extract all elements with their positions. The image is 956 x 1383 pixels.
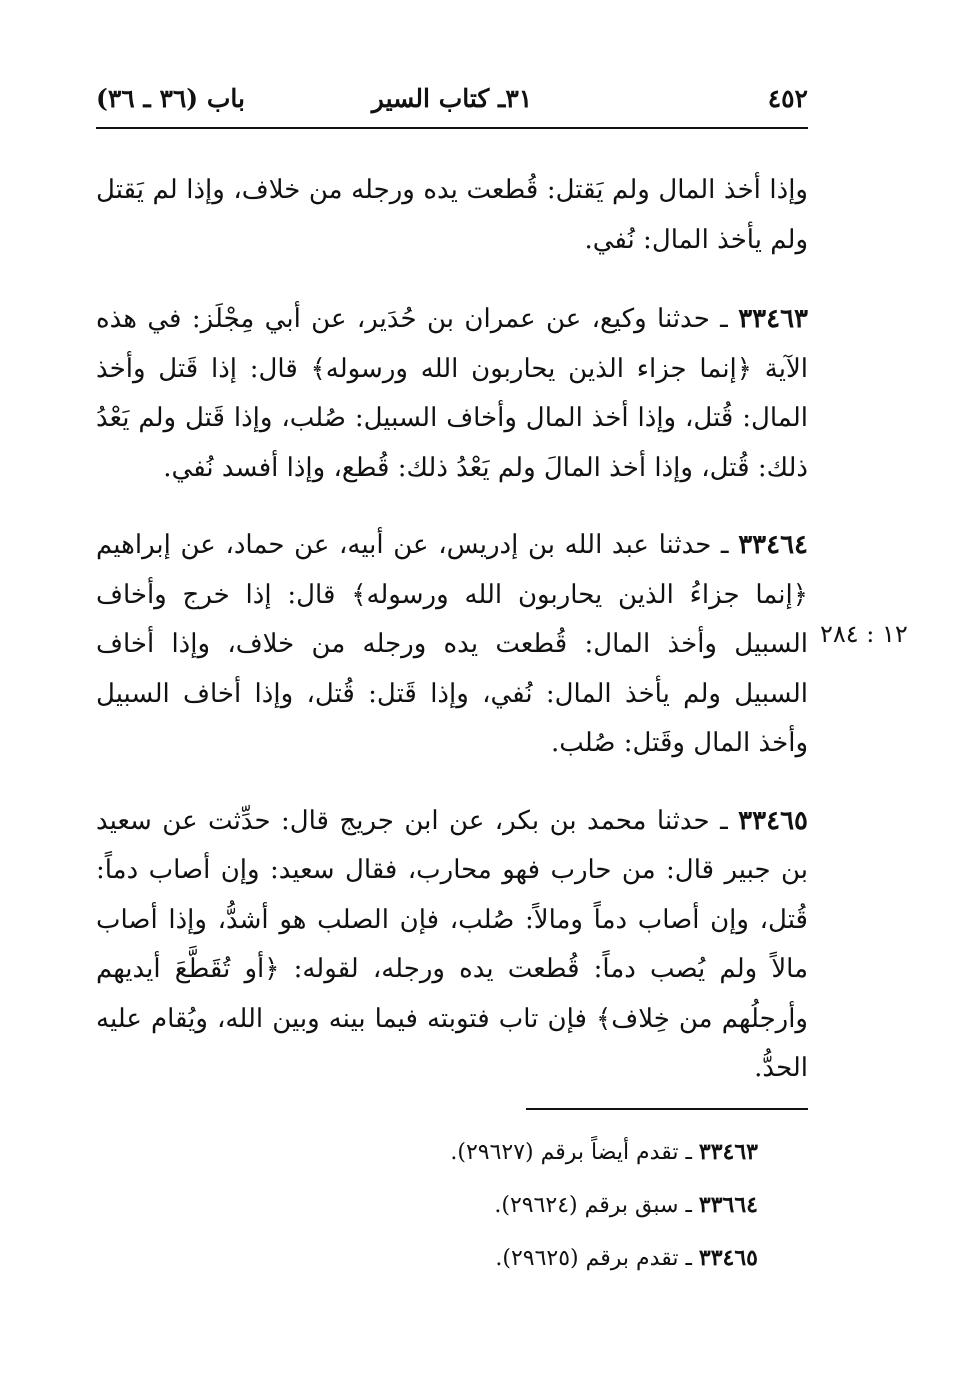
- footnotes: [96, 1126, 758, 1285]
- footnote-text: ـ سبق برقم (٢٩٦٢٤).: [494, 1193, 692, 1218]
- hadith-paragraph: [96, 797, 808, 1094]
- chapter-label: باب (٣٦ ـ ٣٦): [96, 84, 245, 113]
- page-header: [96, 84, 808, 124]
- footnote: [96, 1232, 758, 1285]
- paragraph-text: وإذا أخذ المال ولم يَقتل: قُطعت يده ورجله من خلاف، وإذا لم يَقتل ولم يأخذ المال: نُفي.: [96, 175, 808, 255]
- paragraph-continuation: [96, 166, 808, 265]
- footnote-number: ٣٣٤٦٣: [698, 1139, 758, 1165]
- page-number: ٤٥٢: [767, 84, 808, 113]
- footnote-number: ٣٣٤٦٥: [698, 1245, 758, 1271]
- margin-reference: ١٢ : ٢٨٤: [820, 620, 908, 648]
- hadith-number: ٣٣٤٦٣: [738, 304, 809, 334]
- footnote: [96, 1126, 758, 1179]
- footnote-text: ـ تقدم أيضاً برقم (٢٩٦٢٧).: [450, 1140, 692, 1165]
- footnote-number: ٣٣٦٦٤: [698, 1192, 758, 1218]
- footnote: [96, 1179, 758, 1232]
- paragraph-text: ـ حدثنا عبد الله بن إدريس، عن أبيه، عن حماد، عن إبراهيم ﴿إنما جزاءُ الذين يحاربون الله ورسوله﴾ قال: إذا خرج وأخاف السبيل وأخذ المال: قُطعت يده ورجله من خلاف، وإذا أخاف السبيل ولم يأخذ المال: نُفي، وإذا قَتل: قُتل، وإذا أخاف السبيل وأخذ المال وقَتل: صُلب.: [96, 530, 808, 758]
- paragraph-text: ـ حدثنا محمد بن بكر، عن ابن جريج قال: حدِّثت عن سعيد بن جبير قال: من حارب فهو محارب، فقال سعيد: وإن أصاب دماً: قُتل، وإن أصاب دماً ومالاً: صُلب، فإن الصلب هو أشدُّ، وإذا أصاب مالاً ولم يُصب دماً: قُطعت يده ورجله، لقوله: ﴿أو تُقَطَّعَ أيديهم وأرجلُهم من خِلاف﴾ فإن تاب فتوبته فيما بينه وبين الله، ويُقام عليه الحدُّ.: [96, 805, 808, 1083]
- paragraph-text: ـ حدثنا وكيع، عن عمران بن حُدَير، عن أبي مِجْلَز: في هذه الآية ﴿إنما جزاء الذين يحاربون الله ورسوله﴾ قال: إذا قَتل وأخذ المال: قُتل، وإذا أخذ المال وأخاف السبيل: صُلب، وإذا قَتل ولم يَعْدُ ذلك: قُتل، وإذا أخذ المالَ ولم يَعْدُ ذلك: قُطع، وإذا أفسد نُفي.: [96, 304, 808, 483]
- hadith-paragraph: [96, 521, 808, 769]
- footnote-text: ـ تقدم برقم (٢٩٦٢٥).: [495, 1246, 692, 1271]
- hadith-paragraph: [96, 295, 808, 493]
- header-divider: [96, 127, 808, 129]
- book-title: ٣١ـ كتاب السير: [371, 84, 533, 113]
- main-text: [96, 166, 808, 1122]
- hadith-number: ٣٣٤٦٥: [738, 805, 808, 836]
- hadith-number: ٣٣٤٦٤: [738, 530, 809, 560]
- footnote-divider: [526, 1108, 808, 1110]
